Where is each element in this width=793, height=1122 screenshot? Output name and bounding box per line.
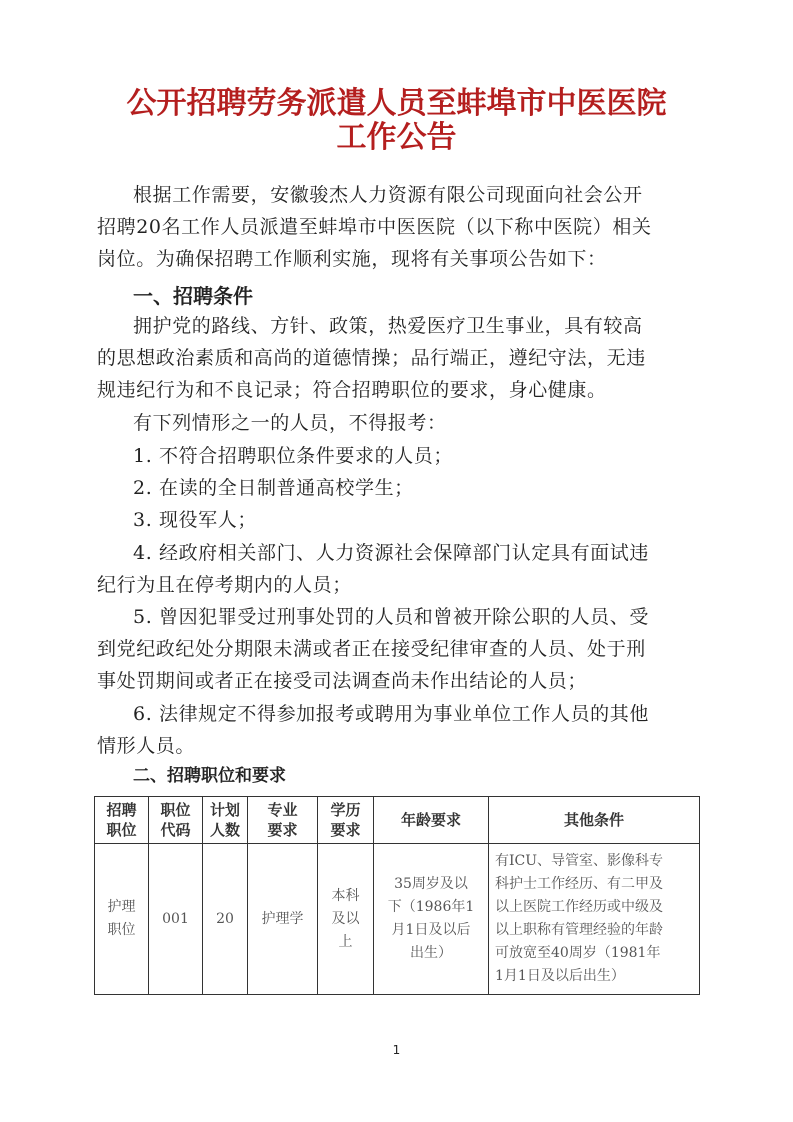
conditions-paragraph-line: 拥护党的路线、方针、政策，热爱医疗卫生事业，具有较高: [133, 315, 643, 337]
exclusion-item: 2. 在读的全日制普通高校学生；: [133, 477, 414, 499]
document-title-line-1: 公开招聘劳务派遣人员至蚌埠市中医医院: [126, 86, 667, 121]
exclusion-item: 6. 法律规定不得参加报考或聘用为事业单位工作人员的其他: [133, 703, 649, 725]
document-title-line-2: 工作公告: [336, 120, 457, 155]
header-age: 年龄要求: [374, 797, 489, 844]
header-position: 招聘 职位: [95, 797, 149, 844]
cell-code: 001: [149, 844, 203, 995]
conditions-paragraph-line: 规违纪行为和不良记录；符合招聘职位的要求，身心健康。: [97, 379, 607, 401]
exclusion-item: 3. 现役军人；: [133, 509, 257, 531]
cell-count: 20: [203, 844, 248, 995]
positions-table: [94, 796, 700, 995]
exclusion-item: 4. 经政府相关部门、人力资源社会保障部门认定具有面试违: [133, 542, 649, 564]
exclusion-item: 到党纪政纪处分期限未满或者正在接受纪律审查的人员、处于刑: [97, 638, 646, 660]
cell-other-conditions: 有ICU、导管室、影像科专 科护士工作经历、有二甲及 以上医院工作经历或中级及 以上职称有管理经验的年龄 可放宽至40周岁（1981年 1月1日及以后出生）: [489, 844, 700, 995]
page-number: 1: [392, 1043, 401, 1057]
header-code: 职位 代码: [149, 797, 203, 844]
intro-line: 岗位。为确保招聘工作顺利实施，现将有关事项公告如下：: [97, 248, 607, 270]
conditions-paragraph-line: 的思想政治素质和高尚的道德情操；品行端正，遵纪守法，无违: [97, 347, 646, 369]
header-major: 专业 要求: [248, 797, 318, 844]
intro-line: 根据工作需要，安徽骏杰人力资源有限公司现面向社会公开: [133, 184, 643, 206]
cell-position: 护理 职位: [95, 844, 149, 995]
section-heading-conditions: 一、招聘条件: [133, 284, 253, 308]
cell-major: 护理学: [248, 844, 318, 995]
exclusion-item: 1. 不符合招聘职位条件要求的人员；: [133, 445, 453, 467]
cell-education: 本科 及以 上: [318, 844, 374, 995]
header-education: 学历 要求: [318, 797, 374, 844]
table-row: [95, 844, 700, 995]
intro-line: 招聘20名工作人员派遣至蚌埠市中医医院（以下称中医院）相关: [97, 216, 652, 238]
exclusion-intro: 有下列情形之一的人员，不得报考：: [133, 412, 447, 434]
header-count: 计划 人数: [203, 797, 248, 844]
table-header-row: [95, 797, 700, 844]
exclusion-item: 纪行为且在停考期内的人员；: [97, 574, 352, 596]
section-heading-positions: 二、招聘职位和要求: [133, 766, 286, 786]
cell-age: 35周岁及以 下（1986年1 月1日及以后 出生）: [374, 844, 489, 995]
exclusion-item: 事处罚期间或者正在接受司法调查尚未作出结论的人员；: [97, 670, 588, 692]
exclusion-item: 情形人员。: [97, 735, 196, 757]
exclusion-item: 5. 曾因犯罪受过刑事处罚的人员和曾被开除公职的人员、受: [133, 606, 649, 628]
header-other: 其他条件: [489, 797, 700, 844]
